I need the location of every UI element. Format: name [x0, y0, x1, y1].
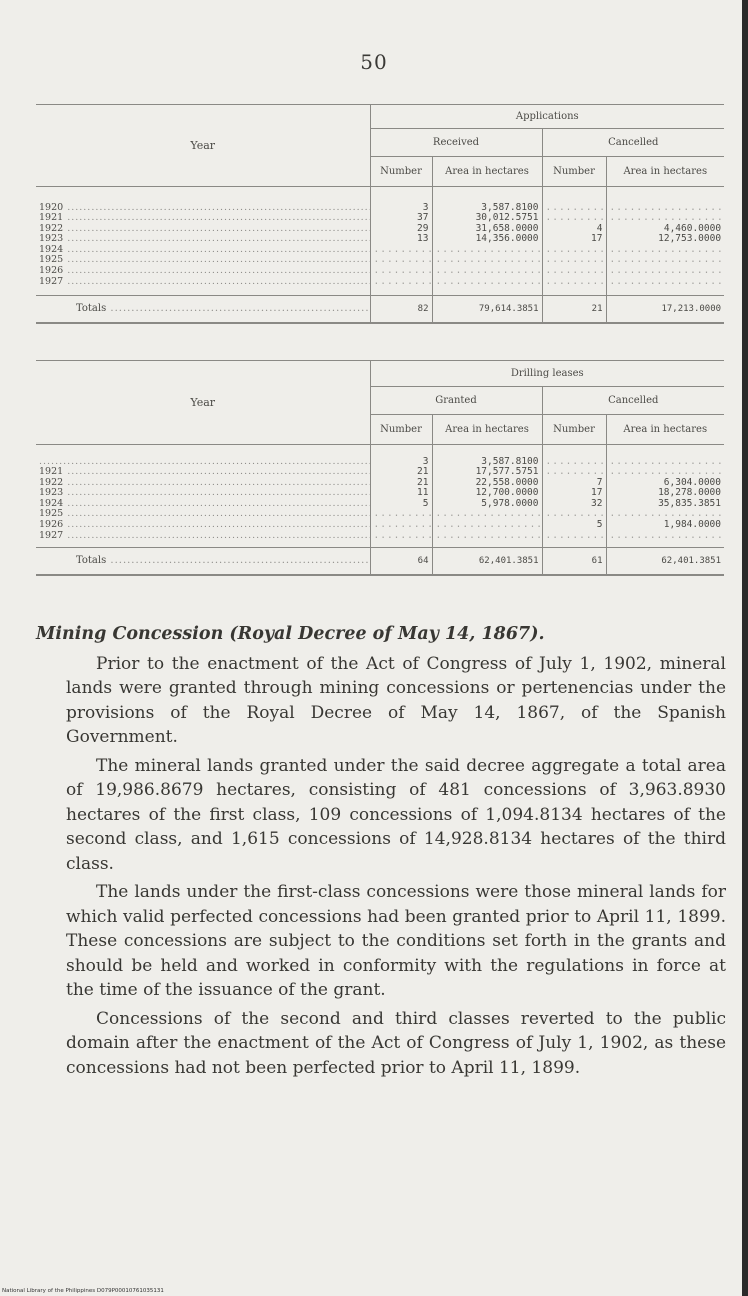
- page-number: 50: [360, 50, 388, 74]
- table-row: [36, 255, 724, 266]
- page-edge: [742, 0, 748, 1296]
- row-area: 12,753.0000: [606, 234, 724, 245]
- row-number: [542, 255, 606, 266]
- row-number: 37: [370, 213, 432, 224]
- row-number: 32: [542, 499, 606, 510]
- number-header: Number: [542, 415, 606, 445]
- paragraph-2: The mineral lands granted under the said decree aggregate a total area of 19,986.8679 hectares, consisting of 481 concessions of 3,963.8930 hectares of the first class, 109 concessions of 1,094.8134 hectares of the second class, and 1,615 concessions of 14,928.8134 hectares of the third class.: [66, 755, 726, 874]
- cancelled-header: Cancelled: [542, 129, 724, 157]
- number-header: Number: [542, 157, 606, 187]
- row-area: [606, 245, 724, 256]
- total-received-number: 82: [370, 295, 432, 323]
- area-header: Area in hectares: [432, 415, 542, 445]
- row-area: [432, 531, 542, 542]
- row-number: [542, 245, 606, 256]
- row-area: 35,835.3851: [606, 499, 724, 510]
- area-header: Area in hectares: [432, 157, 542, 187]
- drilling-leases-table: [36, 360, 724, 576]
- table-row: [36, 457, 724, 468]
- row-area: 17,577.5751: [432, 467, 542, 478]
- table-row: [36, 531, 724, 542]
- paragraph-4: Concessions of the second and third classes reverted to the public domain after the enactment of the Act of Congress of July 1, 1902, as these concessions had not been perfected prior to April 11, 1899.: [66, 1008, 726, 1078]
- number-header: Number: [370, 415, 432, 445]
- row-year: 1920 .....: [36, 203, 370, 214]
- row-area: [606, 255, 724, 266]
- received-header: Received: [370, 129, 542, 157]
- row-area: [432, 255, 542, 266]
- row-number: 17: [542, 488, 606, 499]
- table-row: [36, 224, 724, 235]
- row-number: 3: [370, 203, 432, 214]
- row-year: 1921 .....: [36, 213, 370, 224]
- applications-table: [36, 104, 724, 324]
- row-area: 12,700.0000: [432, 488, 542, 499]
- body-text: [36, 622, 726, 1080]
- year-header: Year: [36, 105, 370, 187]
- section-heading: Mining Concession (Royal Decree of May 14, 1867).: [36, 624, 545, 644]
- row-number: [542, 457, 606, 468]
- row-area: 30,012.5751: [432, 213, 542, 224]
- row-area: [606, 266, 724, 277]
- row-year: 1926 .....: [36, 520, 370, 531]
- row-year: 1924 .....: [36, 499, 370, 510]
- table-row: [36, 213, 724, 224]
- number-header: Number: [370, 157, 432, 187]
- row-area: 3,587.8100: [432, 203, 542, 214]
- row-area: [432, 277, 542, 288]
- table-row: [36, 509, 724, 520]
- cancelled-header: Cancelled: [542, 387, 724, 415]
- area-header: Area in hectares: [606, 157, 724, 187]
- row-year: 1927 .....: [36, 277, 370, 288]
- row-number: 7: [542, 478, 606, 489]
- table-row: [36, 266, 724, 277]
- row-number: [370, 266, 432, 277]
- row-area: [606, 531, 724, 542]
- row-number: 4: [542, 224, 606, 235]
- row-number: 21: [370, 478, 432, 489]
- totals-label: Totals .....: [36, 547, 370, 575]
- row-number: [370, 509, 432, 520]
- row-number: 5: [370, 499, 432, 510]
- table-row: [36, 488, 724, 499]
- row-area: [606, 277, 724, 288]
- row-area: [432, 266, 542, 277]
- row-year: 1922 .....: [36, 478, 370, 489]
- row-number: 29: [370, 224, 432, 235]
- row-number: [542, 531, 606, 542]
- row-year: 1925 .....: [36, 255, 370, 266]
- row-number: [370, 277, 432, 288]
- table-row: [36, 203, 724, 214]
- table-row: [36, 245, 724, 256]
- row-number: 21: [370, 467, 432, 478]
- row-area: 22,558.0000: [432, 478, 542, 489]
- area-header: Area in hectares: [606, 415, 724, 445]
- drilling-leases-header: Drilling leases: [370, 361, 724, 387]
- table-row: [36, 478, 724, 489]
- total-granted-area: 62,401.3851: [432, 547, 542, 575]
- table-row: [36, 277, 724, 288]
- row-area: 31,658.0000: [432, 224, 542, 235]
- row-area: [606, 203, 724, 214]
- row-number: 5: [542, 520, 606, 531]
- row-area: [432, 245, 542, 256]
- total-granted-number: 64: [370, 547, 432, 575]
- applications-header: Applications: [370, 105, 724, 129]
- row-number: 3: [370, 457, 432, 468]
- row-area: [432, 520, 542, 531]
- row-year: 1923 .....: [36, 234, 370, 245]
- row-number: [370, 520, 432, 531]
- row-area: 6,304.0000: [606, 478, 724, 489]
- total-received-area: 79,614.3851: [432, 295, 542, 323]
- table-row: [36, 234, 724, 245]
- paragraph-1: Prior to the enactment of the Act of Congress of July 1, 1902, mineral lands were granted through mining concessions or pertenencias under the provisions of the Royal Decree of May 14, 1867, of the Spanish Government.: [66, 653, 726, 747]
- total-cancelled-number: 61: [542, 547, 606, 575]
- total-cancelled-area: 17,213.0000: [606, 295, 724, 323]
- granted-header: Granted: [370, 387, 542, 415]
- row-area: 18,278.0000: [606, 488, 724, 499]
- scan-footer: National Library of the Philippines D079P00010761035131: [2, 1288, 164, 1294]
- row-area: [606, 457, 724, 468]
- row-area: 5,978.0000: [432, 499, 542, 510]
- row-number: [370, 245, 432, 256]
- row-year: [36, 457, 370, 468]
- year-header: Year: [36, 361, 370, 445]
- row-year: 1922 .....: [36, 224, 370, 235]
- row-number: [542, 203, 606, 214]
- totals-label: Totals .....: [36, 295, 370, 323]
- row-area: 3,587.8100: [432, 457, 542, 468]
- row-year: 1921 .....: [36, 467, 370, 478]
- row-area: 4,460.0000: [606, 224, 724, 235]
- row-year: 1926 .....: [36, 266, 370, 277]
- table-row: [36, 467, 724, 478]
- row-number: [542, 277, 606, 288]
- row-number: 13: [370, 234, 432, 245]
- row-year: 1925 .....: [36, 509, 370, 520]
- total-cancelled-number: 21: [542, 295, 606, 323]
- row-area: [432, 509, 542, 520]
- row-year: 1924 .....: [36, 245, 370, 256]
- table-row: [36, 499, 724, 510]
- row-year: 1923 .....: [36, 488, 370, 499]
- paragraph-3: The lands under the first-class concessions were those mineral lands for which valid perfected concessions had been granted prior to April 11, 1899. These concessions are subject to the conditions set forth in the grants and should be held and worked in conformity with the regulations in force at the time of the issuance of the grant.: [66, 882, 726, 1000]
- row-number: 11: [370, 488, 432, 499]
- row-area: 14,356.0000: [432, 234, 542, 245]
- row-area: 1,984.0000: [606, 520, 724, 531]
- row-number: 17: [542, 234, 606, 245]
- row-number: [370, 531, 432, 542]
- row-number: [542, 266, 606, 277]
- row-year: 1927 .....: [36, 531, 370, 542]
- table-row: [36, 520, 724, 531]
- row-number: [370, 255, 432, 266]
- total-cancelled-area: 62,401.3851: [606, 547, 724, 575]
